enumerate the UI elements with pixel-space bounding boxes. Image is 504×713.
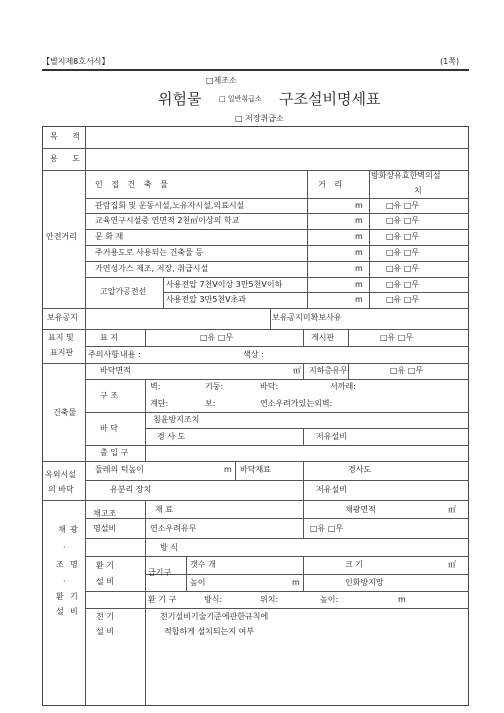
wall-yesno[interactable]: □유 □무 <box>386 264 420 273</box>
floor-material-label: 바닥재료 <box>240 465 271 474</box>
sd-item: 주거용도로 사용되는 건축물 등 <box>95 248 204 257</box>
row-line <box>85 277 469 278</box>
col-line <box>369 170 370 308</box>
count-label: 갯수 <box>190 560 206 569</box>
combustion-label: 연소우려유무 <box>150 524 197 533</box>
sd-hv-label: 고압가공전선 <box>100 287 147 296</box>
basement-yesno[interactable]: □유 □무 <box>390 366 424 375</box>
row-line <box>85 608 469 609</box>
lighting-label-1: 채 <box>58 525 66 534</box>
col-line <box>348 363 349 379</box>
vent-label-1: 환 기 <box>96 561 114 570</box>
row-line <box>85 245 469 246</box>
sign-board-yesno[interactable]: □유 □무 <box>380 333 414 342</box>
unit-sqm: ㎡ <box>293 366 301 375</box>
exhaust-method: 방식: <box>204 595 223 604</box>
title-part2: 구조설비명세표 <box>279 90 381 108</box>
row-line <box>85 518 469 519</box>
sd-hv-high: 사용전압 3만5천V초과 <box>166 295 247 304</box>
unit-m: m <box>398 595 406 604</box>
header-rule <box>42 69 469 71</box>
sign-label-1: 표지 및 <box>48 333 74 342</box>
sd-item: 가연성가스 제조, 저장, 취급시설 <box>95 264 209 273</box>
col-line <box>145 329 146 346</box>
sd-head-distance: 거 리 <box>318 180 345 189</box>
unit-sqm: ㎡ <box>448 505 456 514</box>
anti-fire-net-label: 인화방지망 <box>345 578 384 587</box>
col-line <box>163 277 164 308</box>
col-line <box>303 428 304 445</box>
unit-m: m <box>355 248 363 257</box>
lighting-label-6: 기 <box>70 592 78 601</box>
col-line <box>303 461 304 500</box>
safety-distance-label: 안전거리 <box>46 232 77 241</box>
unit-m: m <box>224 465 232 474</box>
unit-m: m <box>355 201 363 210</box>
row-line <box>42 329 469 330</box>
electric-label-1: 전 기 <box>96 612 114 621</box>
row-line <box>42 148 469 149</box>
row-line <box>85 538 469 539</box>
lighting-dot: · <box>63 543 66 552</box>
unit-m: m <box>355 264 363 273</box>
exhaust-position: 위치: <box>260 595 279 604</box>
row-line <box>85 591 469 592</box>
building-label: 건축물 <box>53 408 77 417</box>
height-label: 높이 <box>190 578 206 587</box>
exhaust-height: 높이: <box>320 595 339 604</box>
wall-yesno[interactable]: □유 □무 <box>386 201 420 210</box>
row-line <box>85 379 469 380</box>
storage-space-label: 보유공지 <box>47 313 78 322</box>
combustion-yesno[interactable]: □유 □무 <box>310 524 344 533</box>
col-line <box>85 126 86 706</box>
wall-yesno[interactable]: □유 □무 <box>386 248 420 257</box>
beam-field: 보: <box>205 399 216 408</box>
col-line <box>235 461 236 480</box>
electric-criteria-2: 적합하게 설치되는지 여부 <box>164 627 255 636</box>
option-general-handling[interactable]: □ 일반취급소 <box>219 95 262 103</box>
rafter-field: 서까래: <box>330 382 356 391</box>
sd-head-building: 인 접 건 축 물 <box>95 180 171 189</box>
row-line <box>145 428 469 429</box>
storage-reason-label: 보유공지미확보사유 <box>272 313 342 322</box>
form-number: 【별지제8호서식】 <box>42 57 110 66</box>
col-line <box>145 500 146 706</box>
row-line <box>85 261 469 262</box>
unit-m: m <box>355 232 363 241</box>
col-line <box>348 329 349 346</box>
structure-label: 구 조 <box>100 391 118 400</box>
method-label: 방 식 <box>160 543 178 552</box>
sd-item: 교육연구시설중 연면적 2천㎡이상의 학교 <box>95 216 240 225</box>
row-line <box>85 213 469 214</box>
unit-m: m <box>355 216 363 225</box>
row-line <box>85 229 469 230</box>
outdoor-label-1: 옥외시설 <box>45 470 76 479</box>
lighting-label-7: 설 <box>56 607 64 616</box>
title-part1: 위험물 <box>158 90 202 108</box>
col-line <box>186 556 187 591</box>
option-storage-handling[interactable]: □ 저장취급소 <box>235 114 284 123</box>
oil-separator-label: 유분리 장치 <box>110 485 152 494</box>
unit-m: m <box>355 280 363 289</box>
sign-yesno[interactable]: □유 □무 <box>200 333 234 342</box>
intake-label: 급기구 <box>148 568 172 577</box>
wall-yesno[interactable]: □유 □무 <box>386 295 420 304</box>
lighting-dot: · <box>63 577 66 586</box>
sd-head-wall: 방화상유효한벽의설 <box>371 171 441 180</box>
anti-permeation-label: 침윤방지조치 <box>153 415 200 424</box>
fire-wall-field: 연소우려가있는외벽: <box>260 399 333 408</box>
col-line <box>303 556 304 591</box>
use-label: 용 도 <box>50 154 86 163</box>
electric-label-2: 설 비 <box>96 627 114 636</box>
row-line <box>42 500 469 501</box>
row-line <box>85 198 469 199</box>
vent-label-2: 설 비 <box>96 577 114 586</box>
row-line <box>85 346 469 347</box>
slope-label: 경 사 도 <box>157 432 186 441</box>
row-line <box>85 445 469 446</box>
material-label: 재 료 <box>155 505 173 514</box>
col-line <box>303 500 304 538</box>
wall-yesno[interactable]: □유 □무 <box>386 232 420 241</box>
col-line <box>145 379 146 461</box>
sd-item: 문 화 재 <box>95 232 124 241</box>
outdoor-label-2: 의 바닥 <box>48 485 74 494</box>
stairs-field: 계단: <box>150 399 169 408</box>
basement-label: 지하층유무 <box>309 366 348 375</box>
slope2-label: 경사도 <box>348 465 372 474</box>
lighting-label-8: 비 <box>70 607 78 616</box>
electric-criteria-1: 전기설비기술기준에관한규칙에 <box>160 612 269 621</box>
lighting-label-5: 환 <box>56 592 64 601</box>
wall-yesno[interactable]: □유 □무 <box>386 216 420 225</box>
column-field: 기둥: <box>205 382 224 391</box>
lighting-label-4: 명 <box>70 560 78 569</box>
unit-m: m <box>292 578 300 587</box>
col-line <box>303 363 304 379</box>
caution-content: 내용 : <box>120 350 141 359</box>
row-line <box>85 556 469 557</box>
option-manufacturing[interactable]: □제조소 <box>206 76 237 85</box>
col-line <box>270 308 271 329</box>
wall-yesno[interactable]: □유 □무 <box>386 280 420 289</box>
reservoir2-label: 저유설비 <box>316 485 347 494</box>
row-line <box>85 412 469 413</box>
exit-label: 출 입 구 <box>100 448 129 457</box>
row-line <box>163 292 469 293</box>
exhaust-label: 환 기 구 <box>148 595 177 604</box>
floor-field: 바닥: <box>260 382 279 391</box>
sign-mark-label: 표 지 <box>100 333 118 342</box>
sd-item: 관람집회 및 운동시설,노유자시설,의료시설 <box>95 201 245 210</box>
light-area-label: 채광면적 <box>345 505 376 514</box>
row-line <box>42 461 469 462</box>
sd-head-wall2: 치 <box>414 186 422 195</box>
lighting-group-2: 명설비 <box>93 524 117 533</box>
lighting-label-2: 광 <box>70 525 78 534</box>
unit-sqm: ㎡ <box>448 560 456 569</box>
row-line <box>42 363 469 364</box>
sd-hv-low: 사용전압 7천V이상 3만5천V이하 <box>166 280 283 289</box>
wall-height-label: 둘레의 턱높이 <box>95 465 144 474</box>
purpose-label: 목 적 <box>50 132 86 141</box>
reservoir-label: 저유설비 <box>316 432 347 441</box>
size-label: 크 기 <box>345 560 363 569</box>
lighting-group-1: 채고조 <box>93 509 117 518</box>
floor-area-label: 바닥면적 <box>100 366 131 375</box>
row-line <box>42 308 469 309</box>
count-unit: 개 <box>208 560 216 569</box>
col-line <box>303 329 304 346</box>
sign-label-2: 표지판 <box>50 348 74 357</box>
row-line <box>145 574 469 575</box>
sign-board-label: 게시판 <box>311 333 335 342</box>
caution-color: 색상 : <box>243 350 264 359</box>
lighting-label-3: 조 <box>56 560 64 569</box>
wall-field: 벽: <box>150 382 161 391</box>
page-number: (1쪽) <box>440 57 460 66</box>
caution-label: 주의사항 <box>88 350 119 359</box>
floor-section-label: 바 닥 <box>100 424 118 433</box>
row-line <box>85 480 469 481</box>
unit-m: m <box>355 295 363 304</box>
col-line <box>307 170 308 308</box>
